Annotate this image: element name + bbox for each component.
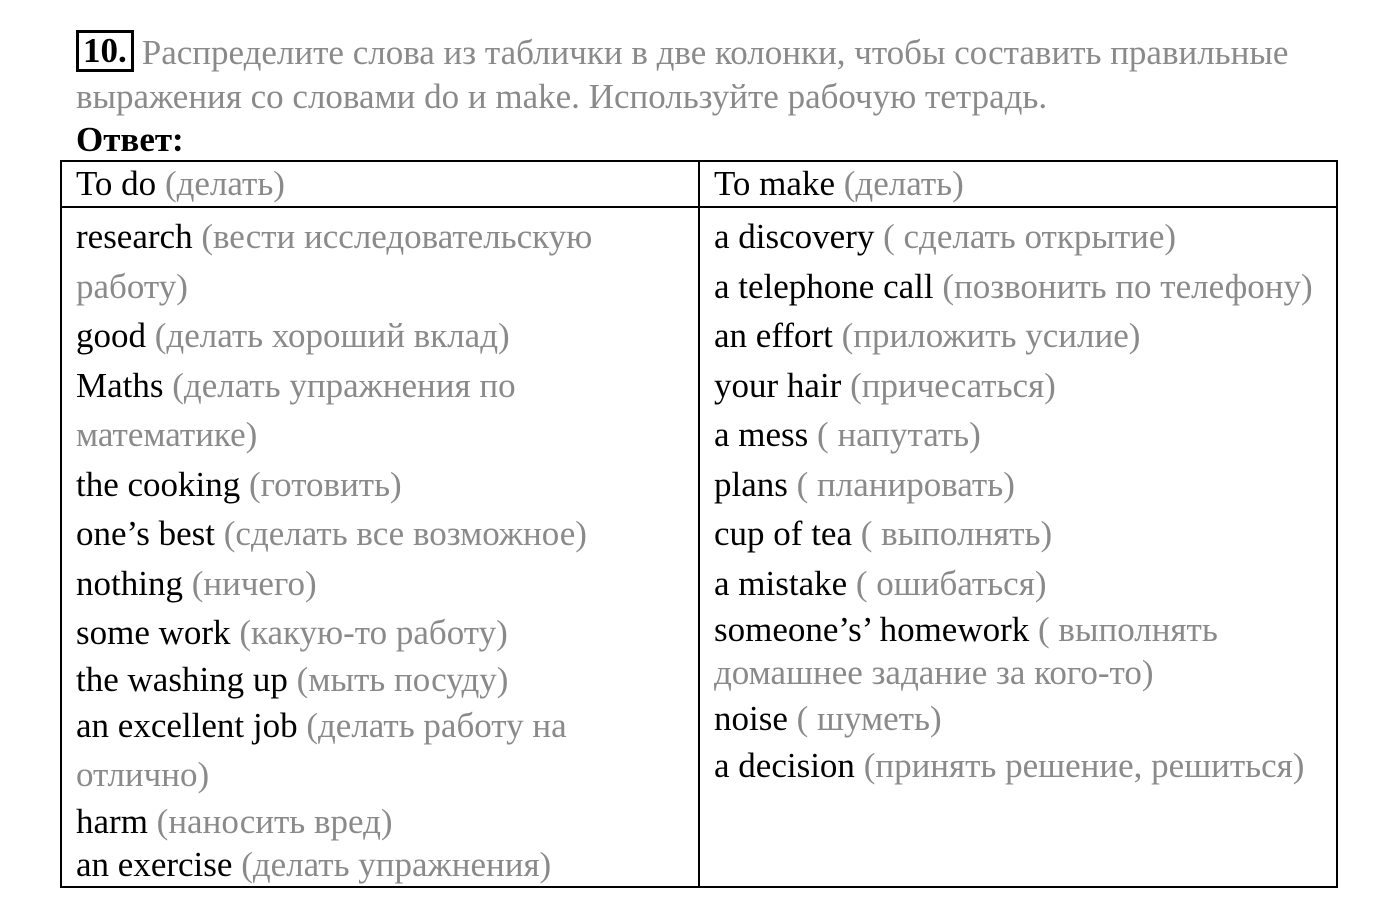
phrase: the washing up [76, 659, 288, 699]
list-item [714, 262, 1322, 312]
answer-table [60, 160, 1338, 888]
translation: ( шуметь) [796, 699, 942, 738]
phrase: good [76, 316, 146, 355]
translation: ( планировать) [796, 464, 1015, 504]
header-en: To make [714, 164, 835, 203]
list-item [714, 608, 1322, 694]
translation: ( выполнять) [860, 514, 1053, 553]
list-item [76, 701, 684, 800]
list-item [76, 608, 684, 658]
phrase: a telephone call [714, 266, 934, 306]
phrase: your hair [714, 365, 842, 405]
translation: (ничего) [191, 563, 317, 603]
phrase: an effort [714, 316, 833, 355]
phrase: a mistake [714, 563, 848, 603]
list-item [714, 460, 1322, 510]
phrase: research [76, 217, 193, 256]
list-item [714, 559, 1322, 609]
phrase: harm [76, 801, 148, 841]
phrase: some work [76, 613, 231, 652]
phrase: cup of tea [714, 514, 852, 553]
translation: (делать упражнения по математике) [76, 365, 516, 454]
translation: (наносить вред) [156, 801, 393, 841]
header-ru: (делать) [164, 164, 285, 203]
list-item [714, 509, 1322, 559]
do-column [61, 207, 699, 887]
table-header-row [61, 161, 1337, 207]
list-item [76, 509, 684, 559]
header-to-make [699, 161, 1337, 207]
phrase: an exercise [76, 844, 233, 884]
answer-label: Ответ: [76, 120, 184, 159]
phrase: a decision [714, 745, 855, 785]
phrase: a mess [714, 415, 809, 454]
list-item [76, 460, 684, 510]
header-en: To do [76, 164, 157, 203]
phrase: nothing [76, 563, 183, 603]
list-item [76, 361, 684, 460]
translation: ( сделать открытие) [883, 217, 1177, 256]
list-item [714, 361, 1322, 411]
phrase: Maths [76, 365, 164, 405]
list-item [76, 800, 684, 843]
translation: (позвонить по телефону) [942, 266, 1313, 306]
list-item [76, 658, 684, 701]
list-item [714, 410, 1322, 460]
translation: (делать хороший вклад) [154, 316, 510, 355]
make-column [699, 207, 1337, 887]
task-number: 10. [76, 30, 134, 72]
phrase: noise [714, 699, 788, 738]
translation: (мыть посуду) [296, 659, 509, 699]
list-item [76, 311, 684, 361]
translation: ( напутать) [817, 415, 981, 454]
header-to-do [61, 161, 699, 207]
task-text [76, 30, 1356, 119]
header-ru: (делать) [843, 164, 964, 203]
list-item [714, 744, 1322, 787]
phrase: an excellent job [76, 705, 298, 745]
phrase: a discovery [714, 217, 875, 256]
table-body-row [61, 207, 1337, 887]
phrase: one’s best [76, 514, 216, 553]
translation: (принять решение, решиться) [863, 745, 1305, 785]
task-instruction: Распределите слова из таблички в две колонки, чтобы составить правильные выражения со словами do и make. Используйте рабочую тетрадь. [76, 33, 1289, 116]
list-item [76, 843, 684, 886]
list-item [714, 212, 1322, 262]
translation: (приложить усилие) [841, 316, 1141, 355]
translation: (вести исследовательскую работу) [76, 217, 593, 306]
translation: ( выполнять домашнее задание за кого-то) [714, 610, 1218, 692]
translation: (делать упражнения) [241, 844, 552, 884]
phrase: someone’s’ homework [714, 610, 1030, 649]
phrase: the cooking [76, 464, 241, 504]
translation: ( ошибаться) [855, 563, 1047, 603]
list-item [714, 311, 1322, 361]
translation: (делать работу на отлично) [76, 705, 567, 794]
list-item [76, 212, 684, 311]
list-item [76, 559, 684, 609]
translation: (какую-то работу) [239, 613, 508, 652]
translation: (готовить) [249, 464, 402, 504]
phrase: plans [714, 464, 788, 504]
translation: (сделать все возможное) [223, 514, 587, 553]
translation: (причесаться) [850, 365, 1056, 405]
list-item [714, 694, 1322, 744]
